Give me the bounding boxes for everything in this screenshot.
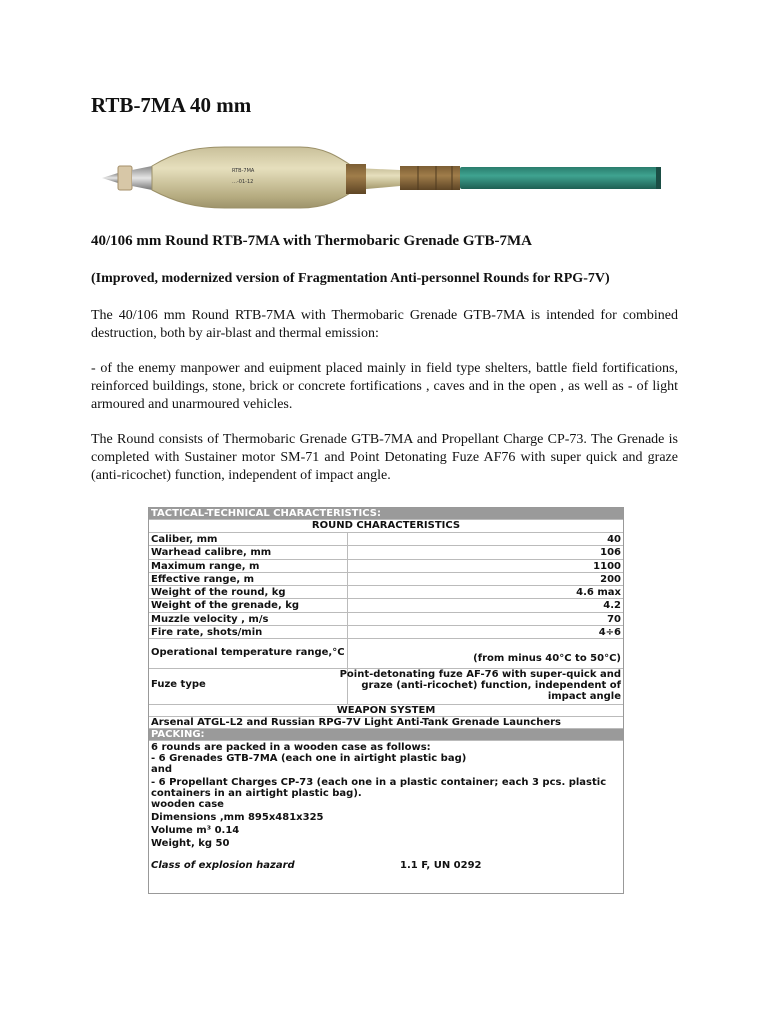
table-row [149, 586, 623, 599]
table-row [149, 599, 623, 612]
table-row [149, 533, 623, 546]
fuze-value-line3: impact angle [547, 691, 621, 702]
row-value: 1100 [593, 560, 621, 572]
temperature-label: Operational temperature range,°C [151, 647, 345, 658]
packing-line: - 6 Propellant Charges CP-73 (each one in a plastic container; each 3 pcs. plastic [151, 777, 607, 788]
table-section-title: TACTICAL-TECHNICAL CHARACTERISTICS: [149, 508, 623, 520]
row-label: Warhead calibre, mm [151, 547, 272, 559]
weapon-system-header: WEAPON SYSTEM [149, 705, 623, 717]
packing-line: Weight, kg 50 [151, 838, 230, 849]
row-label: Weight of the grenade, kg [151, 600, 300, 612]
fuze-label: Fuze type [151, 679, 206, 690]
packing-line: 6 rounds are packed in a wooden case as follows: [151, 742, 431, 753]
fuze-row [149, 669, 623, 705]
row-value: 4÷6 [598, 626, 621, 638]
hazard-label: Class of explosion hazard [151, 860, 295, 871]
section-subheading: (Improved, modernized version of Fragmentation Anti-personnel Rounds for RPG-7V) [91, 271, 610, 286]
row-value: 4.6 max [576, 587, 621, 598]
row-value: 106 [600, 547, 621, 559]
paragraph-intro: The 40/106 mm Round RTB-7MA with Thermobaric Grenade GTB-7MA is intended for combined destruction, both by air-blast and thermal emission: [91, 308, 678, 341]
section-heading: 40/106 mm Round RTB-7MA with Thermobaric Grenade GTB-7MA [91, 233, 533, 249]
fuze-value-line1: Point-detonating fuze AF-76 with super-quick and [339, 669, 621, 680]
table-row [149, 546, 623, 559]
temperature-value: (from minus 40°C to 50°C) [473, 653, 621, 664]
page-title: RTB-7MA 40 mm [91, 93, 252, 117]
paragraph-targets: - of the enemy manpower and euipment placed mainly in field type shelters, battle field fortifications, reinforced buildings, stone, brick or concrete fortifications , caves and in the open , as well as - of light armoured and unarmoured vehicles. [91, 361, 678, 412]
table-row [149, 573, 623, 586]
row-label: Caliber, mm [151, 534, 218, 545]
grenade-label-line2: …-01-12 [232, 179, 254, 185]
fuze-value-line2: graze (anti-ricochet) function, independent of [361, 680, 621, 691]
round-characteristics-header: ROUND CHARACTERISTICS [149, 520, 623, 533]
row-label: Fire rate, shots/min [151, 626, 263, 638]
row-label: Muzzle velocity , m/s [151, 613, 269, 625]
packing-block [149, 742, 623, 892]
packing-line: wooden case [151, 799, 224, 810]
grenade-label-line1: RTB-7MA [232, 168, 255, 174]
grenade-image [100, 140, 665, 220]
temperature-row [149, 639, 623, 669]
packing-line: containers in an airtight plastic bag). [151, 788, 362, 799]
row-label: Effective range, m [151, 573, 255, 585]
packing-header: PACKING: [149, 729, 623, 741]
row-label: Maximum range, m [151, 560, 260, 572]
paragraph-composition: The Round consists of Thermobaric Grenade GTB-7MA and Propellant Charge CP-73. The Grenade is completed with Sustainer motor SM-71 and Point Detonating Fuze AF76 with super quick and graze (anti-ricochet) function, independent of impact angle. [91, 432, 678, 483]
packing-line: Dimensions ,mm 895x481x325 [151, 812, 324, 823]
hazard-value: 1.1 F, UN 0292 [400, 860, 482, 871]
table-row [149, 613, 623, 626]
specs-table [148, 507, 624, 894]
packing-line: - 6 Grenades GTB-7MA (each one in airtight plastic bag) [151, 753, 467, 764]
table-row [149, 560, 623, 573]
weapon-system-value: Arsenal ATGL-L2 and Russian RPG-7V Light Anti-Tank Grenade Launchers [149, 717, 623, 729]
row-value: 200 [600, 573, 621, 585]
packing-line: Volume m³ 0.14 [151, 825, 240, 836]
row-value: 70 [607, 613, 621, 625]
row-value: 40 [607, 534, 621, 545]
table-row [149, 626, 623, 639]
row-value: 4.2 [603, 600, 621, 612]
row-label: Weight of the round, kg [151, 587, 286, 598]
packing-line: and [151, 764, 173, 775]
